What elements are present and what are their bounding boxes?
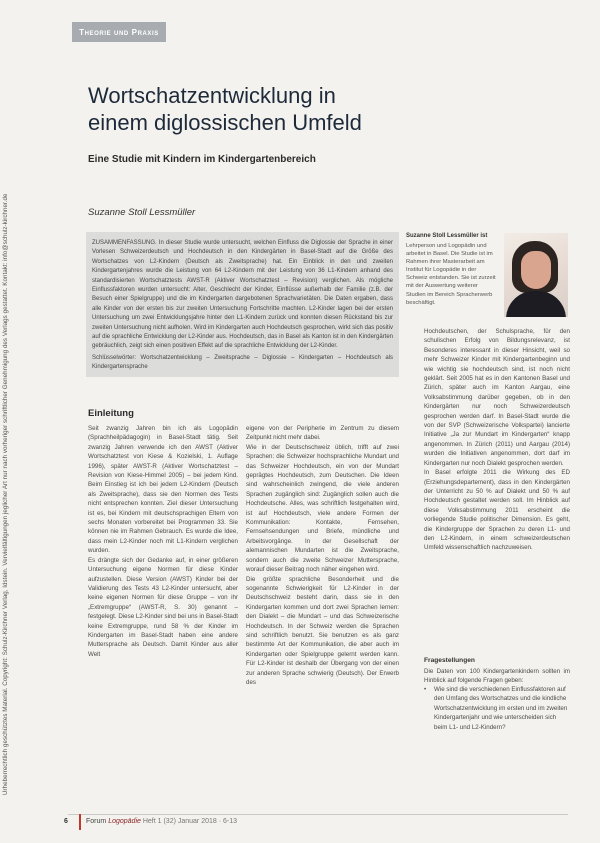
- summary-keywords: Schlüsselwörter: Wortschatzentwicklung – Zweitsprache – Diglossie – Kindergarten – Hochdeutsch als Kindergartensprache: [92, 354, 393, 371]
- summary-text: In dieser Studie wurde untersucht, welchen Einfluss die Diglossie der Sprache in einer Vorlesen Schweizerdeutsch und Hochdeutsch in den Kindergärten in Basel-Stadt auf die Größe des Wortschatzes von L2-Kindern (Deutsch als Zweitsprache) hat. Ein Einblick in den und zweiten Kindergartenjahres wurde die Leistung von 64 L2-Kindern mit der Leistung von 36 L1-Kindern anhand des standardisierten Wortschatztests AWST-R (Aktiver Wortschatztest – Revision) verglichen. Als mögliche Einflussfaktoren wurden untersucht: Alter, Geschlecht der Kinder, Einflüsse außerhalb der Familie (z.B. der Besuch einer Spielgruppe) und die im Kindergarten dargebotenen Sprachvarietäten. Die Daten ergaben, dass alle Kinder von der ersten bis zur zweiten Untersuchung Fortschritte machten. L2-Kinder lagen bei der ersten Untersuchung um zwei Entwicklungsjahre hinter den L1-Kindern zurück und konnten diesen Rückstand bis zur zweiten Untersuchung nicht aufholen. Wird im Kindergarten auch Hochdeutsch gesprochen, wirkt sich das positiv auf die sprachliche Entwicklung der L2-Kinder aus. Hochdeutsch, das in Basel als Kanton ist in den Kindergärten gebräuchlich, zeigt sich einen positiven Effekt auf die sprachliche Entwicklung der L2-Kinder.: [92, 240, 393, 350]
- heading-fragestellungen: Fragestellungen: [424, 657, 475, 664]
- journal-name-italic: Logopädie: [108, 818, 141, 825]
- article-author: Suzanne Stoll Lessmüller: [88, 207, 196, 218]
- footer-accent-bar: [79, 814, 81, 830]
- body-column-3: Hochdeutschen, der Schulsprache, für den schulischen Erfolg von Bildungsrelevanz, ist Besonderes interessant in dieser Hinsicht, weil so mehr Schweizer Kinder mit Kindergartenbeginn und wie wichtig sie hochdeutsch sind, ist noch nicht geklärt. Seit 2005 hat es in den Kantonen Basel und Zürich, später auch im Kanton Aargau, eine Volksabstimmung darüber gegeben, ob in den Kindergärten nur noch Schweizerdeutsch gesprochen werden darf. In Basel-Stadt wurde die von der SVP (Schweizerische Volkspartei) lancierte Initiative „Ja zur Mundart im Kindergarten“ knapp angenommen. In Zürich (2011) und Aargau (2014) wurden die Initiativen angenommen, dort darf im Kindergarten nur noch Dialekt gesprochen werden. In Basel erfolgte 2011 die Wirkung des ED (Erziehungsdepartement), dass in den Kindergärten der Unterricht zu 50 % auf Dialekt und 50 % auf Hochdeutsch gestaltet werden soll. Im Hinblick auf diese Volksabstimmung 2011 erscheint die vorliegende Studie politischer Dimension. Es geht, die Kindergruppe der Sprachen zu deren L1- und den L2-Kindern, in einem schweizerdeutschen Umfeld wissenschaftlich nachzuweisen.: [424, 328, 570, 552]
- section-label: Theorie und Praxis: [72, 22, 166, 42]
- body-column-1: Seit zwanzig Jahren bin ich als Logopädin (Sprachheilpädagogin) in Basel-Stadt tätig. Seit zwanzig Jahren verwende ich den AWST (Aktiver Wortschatztest von Kiese & Kozielski, 1. Auflage 1996), später AWST-R (Aktiver Wortschatztest – Revision von Kiese-Himmel 2005) – bei jedem Kind. Beim Einstieg ist ich bei jedem L2-Kindern (Deutsch als Zweitsprache), dass sie den Normen des Tests nicht entsprechen konnten. Ziel dieser Untersuchung ist es, bei Kindern mit deutschsprachigen Eltern von sechs Monaten vorbereitet bei Programmen 33. Sie können nie im Rahmen Gebrauch. Es wurde die Idee, dass mein L2-Kinder noch mit L1-Kindern verglichen wurden. Es drängte sich der Gedanke auf, in einer größeren Untersuchung eigene Normen für diese Kinder aufzustellen. Diese Version (AWST) Kinder bei der Validierung des Tests 43 L2-Kinder untersucht, aber keine eigenen Normen für diese Gruppe – von ihr „Extremgruppe“ (AWST-R, S. 30) genannt – festgelegt. Diese L2-Kinder sind bei uns in Basel-Stadt keine Extremgruppe, rund 58 % der Kinder im Kindergarten im Basel-Stadt haben eine andere Muttersprache als Deutsch. Damit Kinder aus aller Welt: [88, 425, 238, 658]
- body-column-2: eigene von der Peripherie im Zentrum zu diesem Zeitpunkt nicht mehr dabei. Wie in der Deutschschweiz üblich, trifft auf zwei Sprachen: die Schweizer hochsprachliche Mundart und das Schweizer Hochdeutsch, ein von der Mundart geprägtes Hochdeutsch, zum Deutschen. Die Ideen sind wahrscheinlich zwingend, die viele anderen Sprachen zugänglich sind: Zugänglich sollen auch die Hochdeutsche. Alles, was schriftlich festgehalten wird, ist auf Hochdeutsch, viele andere Formen der Kommunikation: Kontakte, Fernsehen, Fernsehsendungen und Briefe, mündliche und Arbeitsvorgänge. In der Gesellschaft der alemannischen Mundarten ist die Zweitsprache, sondern auch die zweite Schweizer Muttersprache, worauf dieser Beitrag noch näher eingehen wird. Die größte sprachliche Besonderheit und die sogenannte Schwierigkeit für L2-Kinder in der Deutschschweiz besteht darin, dass sie in den Kindergarten kommen und dort zwei Sprachen lernen: den Dialekt – die Mundart – und das Schweizerische Hochdeutsch. In der Schweiz werden die Sprachen sind schriftlich benutzt. Sie benutzen es als ganz bestimmte Art der Kommunikation, die aber auch im Kindergarten oder Spielgruppe gelernt werden kann. Für L2-Kinder ist deshalb der Übergang von der einen zur anderen Sprache schwierig (Deutsch). Der Erwerb des: [246, 425, 399, 686]
- bullet-text: Wie sind die verschiedenen Einflussfaktoren auf den Umfang des Wortschatzes und die kindliche Wortschatzentwicklung im ersten und im zweiten Kindergartenjahr und wie unterscheiden sich beim L1- und L2-Kindern?: [434, 686, 568, 731]
- copyright-notice: Urheberrechtlich geschütztes Material. Copyright: Schulz-Kirchner Verlag, Idstein. Vervielfältigungen jeglicher Art nur nach vorheriger schriftlicher Genehmigung des Verlags gestattet. Kontakt: info@schulz-kirchner.de: [2, 193, 9, 795]
- fragestellungen-text: Die Daten von 100 Kindergartenkindern sollten im Hinblick auf folgende Fragen geben:: [424, 668, 570, 685]
- heading-einleitung: Einleitung: [88, 408, 134, 419]
- summary-label: ZUSAMMENFASSUNG.: [92, 240, 157, 246]
- bullet-icon: •: [424, 686, 427, 693]
- list-item: [424, 685, 570, 731]
- article-subtitle: Eine Studie mit Kindern im Kindergartenbereich: [88, 154, 316, 165]
- title-line-1: Wortschatzentwicklung in: [88, 83, 336, 108]
- article-title: [88, 82, 488, 136]
- summary-box: [86, 232, 399, 377]
- footer-divider: [68, 814, 568, 815]
- bio-text: Lehrperson und Logopädin und arbeitet in Basel. Die Studie ist im Rahmen ihrer Masterarbeit am Institut für Logopädie in der Schweiz entstanden. Sie ist zurzeit mit der Auswertung weiterer Studien im Bereich Spracherwerb beschäftigt.: [406, 243, 496, 306]
- page-number: 6: [64, 818, 68, 825]
- journal-issue: Heft 1 (32) Januar 2018 · 6-13: [142, 818, 238, 825]
- title-line-2: einem diglossischen Umfeld: [88, 110, 362, 135]
- journal-name: Forum: [86, 818, 107, 825]
- footer-journal: [86, 818, 237, 825]
- bio-name: Suzanne Stoll Lessmüller ist: [406, 233, 488, 239]
- author-photo: [504, 233, 568, 317]
